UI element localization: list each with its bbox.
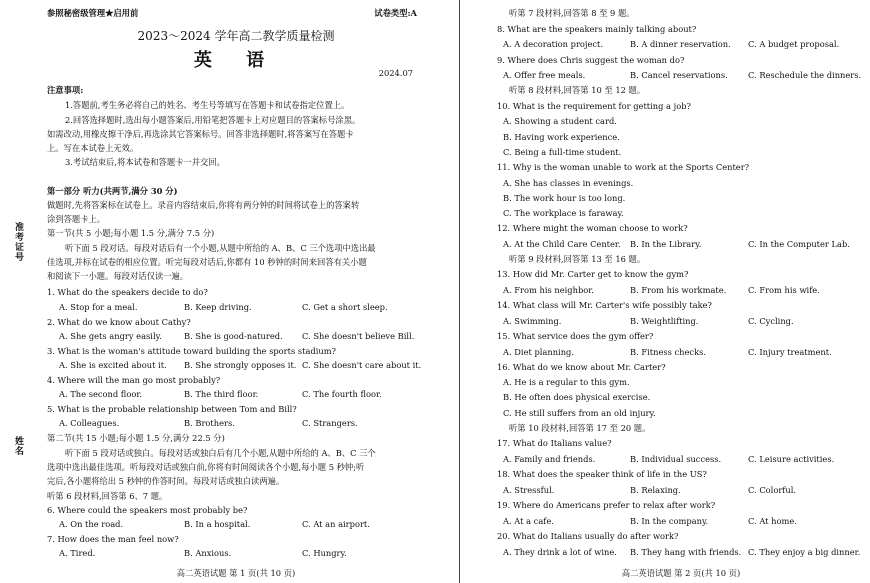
question-8: 8. What are the speakers mainly talking about? [497, 24, 697, 34]
page-2 [497, 0, 865, 583]
option-a: A. At the Child Care Center. [503, 239, 621, 249]
section1-directions: 听下面 5 段对话。每段对话后有一个小题,从题中所给的 A、B、C 三个选项中选出最 [65, 243, 376, 253]
question-13: 13. How did Mr. Carter get to know the gym? [497, 269, 689, 279]
option-a: A. He is a regular to this gym. [503, 377, 630, 387]
question-19: 19. Where do Americans prefer to relax after work? [497, 500, 716, 510]
section2-directions: 听下面 5 段对话或独白。每段对话或独白后有几个小题,从题中所给的 A、B、C 三个 [65, 448, 376, 458]
note-line: 1.答题前,考生务必将自己的姓名、考生号等填写在答题卡和试卷指定位置上。 [65, 100, 350, 110]
option-c: C. The workplace is faraway. [503, 208, 624, 218]
option-a: A. A decoration project. [503, 39, 604, 49]
note-line: 3.考试结束后,将本试卷和答题卡一并交回。 [65, 157, 225, 167]
option-b: B. They hang with friends. [630, 547, 742, 557]
question-14: 14. What class will Mr. Carter's wife possibly take? [497, 300, 712, 310]
question-7: 7. How does the man feel now? [47, 534, 179, 544]
option-c: C. Strangers. [302, 418, 358, 428]
material-6: 听第 6 段材料,回答第 6、7 题。 [47, 491, 168, 501]
option-a: A. Offer free meals. [503, 70, 586, 80]
note-line: 如需改动,用橡皮擦干净后,再选涂其它答案标号。回答非选择题时,将答案写在答题卡 [47, 129, 354, 139]
option-b: B. The work hour is too long. [503, 193, 626, 203]
option-a: A. On the road. [59, 519, 124, 529]
name-label: 姓名 [13, 436, 23, 456]
option-c: C. Reschedule the dinners. [748, 70, 862, 80]
question-11: 11. Why is the woman unable to work at the Sports Center? [497, 162, 750, 172]
option-b: B. He often does physical exercise. [503, 392, 651, 402]
subject-title: 英 语 [193, 50, 279, 71]
question-10: 10. What is the requirement for getting a job? [497, 101, 691, 111]
notes-heading: 注意事项: [47, 85, 84, 95]
section2-directions: 完后,各小题将给出 5 秒钟的作答时间。每段对话或独白读两遍。 [47, 476, 285, 486]
section1-directions: 佳选项,并标在试卷的相应位置。听完每段对话后,你都有 10 秒钟的时间来回答有关小题 [47, 257, 367, 267]
option-a: A. Tired. [59, 548, 96, 558]
paper-type: 试卷类型:A [374, 8, 417, 18]
option-c: C. In the Computer Lab. [748, 239, 850, 249]
option-b: B. Relaxing. [630, 485, 681, 495]
section1-directions: 和阅读下一小题。每段对话仅读一遍。 [47, 271, 189, 281]
note-line: 上。写在本试卷上无效。 [47, 143, 139, 153]
option-a: A. Stop for a meal. [59, 302, 138, 312]
option-b: B. In the Library. [630, 239, 702, 249]
option-c: C. Get a short sleep. [302, 302, 388, 312]
option-a: A. She gets angry easily. [59, 331, 162, 341]
option-b: B. The third floor. [184, 389, 259, 399]
question-1: 1. What do the speakers decide to do? [47, 287, 208, 297]
option-b: B. Fitness checks. [630, 347, 706, 357]
option-a: A. She has classes in evenings. [503, 178, 634, 188]
question-3: 3. What is the woman's attitude toward building the sports stadium? [47, 346, 337, 356]
question-2: 2. What do we know about Cathy? [47, 317, 191, 327]
question-9: 9. Where does Chris suggest the woman do? [497, 55, 685, 65]
page-footer: 高二英语试题 第 2 页(共 10 页) [621, 568, 741, 579]
option-b: B. She is good-natured. [184, 331, 283, 341]
question-6: 6. Where could the speakers most probably be? [47, 505, 248, 515]
option-a: A. They drink a lot of wine. [503, 547, 617, 557]
exam-date: 2024.07 [378, 68, 413, 78]
question-17: 17. What do Italians value? [497, 438, 612, 448]
option-a: A. Diet planning. [503, 347, 574, 357]
question-15: 15. What service does the gym offer? [497, 331, 654, 341]
option-a: A. Colleagues. [59, 418, 120, 428]
option-a: A. Swimming. [503, 316, 562, 326]
note-line: 2.回答选择题时,选出每小题答案后,用铅笔把答题卡上对应题目的答案标号涂黑。 [65, 115, 361, 125]
option-b: B. Cancel reservations. [630, 70, 728, 80]
exam-number-label: 准考证号 [13, 222, 23, 262]
material-9: 听第 9 段材料,回答第 13 至 16 题。 [509, 254, 646, 264]
option-a: A. Family and friends. [503, 454, 596, 464]
option-c: C. At home. [748, 516, 797, 526]
option-b: B. Weightlifting. [630, 316, 699, 326]
option-b: B. In a hospital. [184, 519, 251, 529]
part1-intro: 做题时,先将答案标在试卷上。录音内容结束后,你将有两分钟的时间将试卷上的答案转 [47, 200, 360, 210]
material-8: 听第 8 段材料,回答第 10 至 12 题。 [509, 85, 646, 95]
option-c: C. Colorful. [748, 485, 796, 495]
section2-heading: 第二节(共 15 小题;每小题 1.5 分,满分 22.5 分) [47, 433, 225, 443]
option-c: C. From his wife. [748, 285, 820, 295]
page-divider [459, 0, 460, 583]
question-16: 16. What do we know about Mr. Carter? [497, 362, 666, 372]
part1-heading: 第一部分 听力(共两节,满分 30 分) [47, 186, 178, 196]
option-c: C. Cycling. [748, 316, 794, 326]
option-b: B. Keep driving. [184, 302, 252, 312]
option-c: C. He still suffers from an old injury. [503, 408, 656, 418]
question-5: 5. What is the probable relationship between Tom and Bill? [47, 404, 297, 414]
section2-directions: 选项中选出最佳选项。听每段对话或独白前,你将有时间阅读各个小题,每小题 5 秒钟;听 [47, 462, 365, 472]
option-a: A. At a cafe. [503, 516, 554, 526]
option-b: B. Having work experience. [503, 132, 620, 142]
option-a: A. Stressful. [503, 485, 555, 495]
question-12: 12. Where might the woman choose to work? [497, 223, 688, 233]
question-4: 4. Where will the man go most probably? [47, 375, 221, 385]
option-c: C. Hungry. [302, 548, 347, 558]
option-c: C. Being a full-time student. [503, 147, 622, 157]
option-c: C. Leisure activities. [748, 454, 835, 464]
option-b: B. Brothers. [184, 418, 235, 428]
option-b: B. In the company. [630, 516, 709, 526]
question-20: 20. What do Italians usually do after work? [497, 531, 679, 541]
option-a: A. She is excited about it. [59, 360, 167, 370]
option-c: C. Injury treatment. [748, 347, 832, 357]
option-b: B. From his workmate. [630, 285, 727, 295]
option-c: C. She doesn't believe Bill. [302, 331, 415, 341]
option-c: C. She doesn't care about it. [302, 360, 422, 370]
option-b: B. She strongly opposes it. [184, 360, 297, 370]
option-a: A. Showing a student card. [503, 116, 617, 126]
question-18: 18. What does the speaker think of life in the US? [497, 469, 707, 479]
option-c: C. At an airport. [302, 519, 370, 529]
part1-intro: 涂到答题卡上。 [47, 214, 106, 224]
option-c: C. The fourth floor. [302, 389, 382, 399]
option-c: C. A budget proposal. [748, 39, 840, 49]
exam-title: 2023～2024 学年高二教学质量检测 [137, 29, 335, 43]
material-10: 听第 10 段材料,回答第 17 至 20 题。 [509, 423, 651, 433]
material-7: 听第 7 段材料,回答第 8 至 9 题。 [509, 8, 635, 18]
page-footer: 高二英语试题 第 1 页(共 10 页) [176, 568, 296, 579]
section1-heading: 第一节(共 5 小题;每小题 1.5 分,满分 7.5 分) [47, 228, 215, 238]
option-b: B. A dinner reservation. [630, 39, 731, 49]
page-1 [47, 0, 425, 583]
option-b: B. Anxious. [184, 548, 232, 558]
option-c: C. They enjoy a big dinner. [748, 547, 861, 557]
secret-level: 参照秘密级管理★启用前 [47, 8, 139, 18]
option-a: A. From his neighbor. [503, 285, 594, 295]
option-a: A. The second floor. [59, 389, 143, 399]
option-b: B. Individual success. [630, 454, 722, 464]
